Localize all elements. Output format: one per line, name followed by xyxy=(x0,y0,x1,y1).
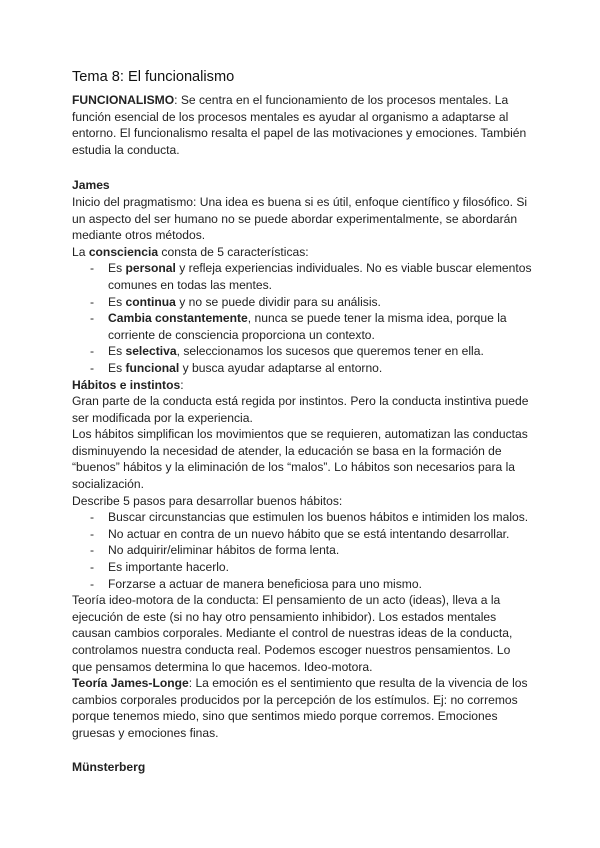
list-item: - Cambia constantemente, nunca se puede tener la misma idea, porque la corriente de consciencia proporciona un contexto. xyxy=(90,311,507,342)
habitos-heading-line: Hábitos e instintos: xyxy=(72,377,184,392)
pragmatismo-paragraph: Inicio del pragmatismo: Una idea es buena si es útil, enfoque científico y filosófico. Si un aspecto del ser humano no se puede abordar experimentalmente, se abordarán mediante otros métodos. xyxy=(72,194,528,243)
document-page xyxy=(72,68,532,775)
list-item: - Forzarse a actuar de manera beneficiosa para uno mismo. xyxy=(90,576,422,591)
list-item: - Es continua y no se puede dividir para su análisis. xyxy=(90,294,381,309)
habitos-paragraph-2: Los hábitos simplifican los movimientos que se requieren, automatizan las conductas disminuyendo la necesidad de atender, la educación se basa en la formación de “buenos” hábitos y la eliminación de los “malos”. Lo hábitos son necesarios para la socialización. xyxy=(72,427,528,492)
habitos-heading: Hábitos e instintos xyxy=(72,377,181,392)
intro-text: : Se centra en el funcionamiento de los procesos mentales. La función esencial de los procesos mentales es ayudar al organismo a adaptarse al entorno. El funcionalismo resalta el papel de las motivaciones y emociones. También estudia la conducta. xyxy=(72,93,527,157)
list-item: - Es importante hacerlo. xyxy=(90,560,229,575)
page-title: Tema 8: El funcionalismo xyxy=(72,69,235,85)
list-item: - No adquirir/eliminar hábitos de forma lenta. xyxy=(90,543,340,558)
munsterberg-heading: Münsterberg xyxy=(72,759,146,774)
list-item: - Buscar circunstancias que estimulen los buenos hábitos e intimiden los malos. xyxy=(90,510,529,525)
ideomotora-paragraph: Teoría ideo-motora de la conducta: El pensamiento de un acto (ideas), lleva a la ejecución de este (si no hay otro pensamiento inhibidor). Los estados mentales causan cambios corporales. Mediante el control de nuestras ideas de la conducta, controlamos nuestra conducta real. Podemos escoger nuestros pensamientos. Lo que pensamos determina lo que hacemos. Ideo-motora. xyxy=(72,593,513,674)
consciencia-intro: La consciencia consta de 5 características: xyxy=(72,244,309,259)
intro-term: FUNCIONALISMO xyxy=(72,93,175,107)
list-item: - Es personal y refleja experiencias individuales. No es viable buscar elementos comunes en todas las mentes. xyxy=(90,261,532,292)
list-item: - No actuar en contra de un nuevo hábito que se está intentando desarrollar. xyxy=(90,526,510,541)
james-longe-paragraph: Teoría James-Longe: La emoción es el sentimiento que resulta de la vivencia de los cambios corporales producidos por la percepción de los estímulos. Ej: no corremos porque tenemos miedo, sino que sentimos miedo porque corremos. Emociones gruesas y emociones finas. xyxy=(72,676,528,740)
habitos-paragraph-1: Gran parte de la conducta está regida por instintos. Pero la conducta instintiva puede ser modificada por la experiencia. xyxy=(72,394,529,425)
list-item: - Es funcional y busca ayudar adaptarse al entorno. xyxy=(90,360,383,375)
pasos-list xyxy=(72,509,532,592)
consciencia-list xyxy=(72,260,532,376)
list-item: - Es selectiva, seleccionamos los sucesos que queremos tener en ella. xyxy=(90,344,484,359)
james-heading: James xyxy=(72,178,110,193)
intro-paragraph xyxy=(72,92,532,158)
consciencia-term: consciencia xyxy=(88,244,159,259)
habitos-paragraph-3: Describe 5 pasos para desarrollar buenos hábitos: xyxy=(72,493,343,508)
james-longe-term: Teoría James-Longe xyxy=(72,676,189,691)
